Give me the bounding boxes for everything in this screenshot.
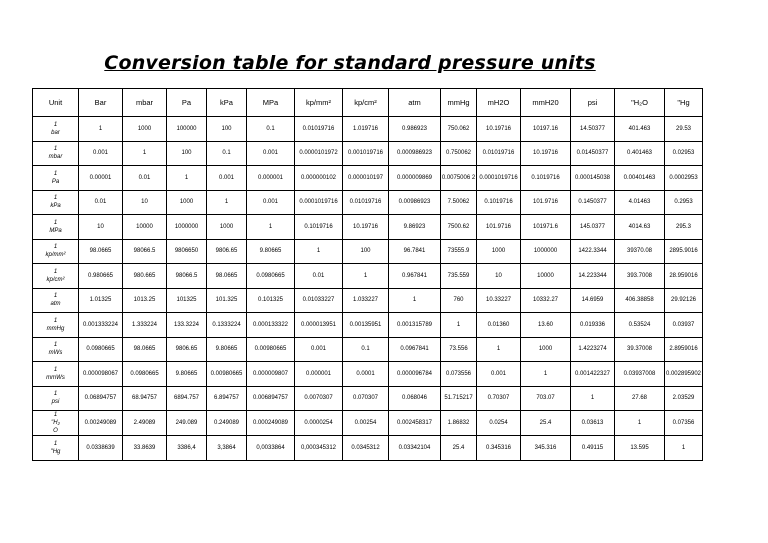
row-label-part: kp/mm² <box>45 252 66 259</box>
table-cell: 10 <box>477 264 521 289</box>
row-label <box>33 239 79 264</box>
row-label-part: 1 <box>53 440 58 447</box>
table-cell: 0.068046 <box>389 386 441 411</box>
table-cell: 1 <box>571 386 615 411</box>
header-cell: mmH20 <box>521 89 571 117</box>
table-cell: 33.8639 <box>123 436 167 461</box>
table-cell: 0.02953 <box>665 141 703 166</box>
table-cell: 7500.62 <box>441 215 477 240</box>
table-cell: 1 <box>343 264 389 289</box>
table-cell: 10.19716 <box>477 117 521 142</box>
table-cell: 25.4 <box>441 436 477 461</box>
table-cell: 0.001 <box>79 141 123 166</box>
table-cell: 1000 <box>123 117 167 142</box>
row-label <box>33 264 79 289</box>
table-cell: 98.0665 <box>207 264 247 289</box>
table-row <box>33 411 703 436</box>
table-cell: 0.000249089 <box>247 411 295 436</box>
table-cell: 14.223344 <box>571 264 615 289</box>
row-label-part: bar <box>51 129 60 136</box>
table-cell: 0.101325 <box>247 288 295 313</box>
table-cell: 0.401463 <box>615 141 665 166</box>
table-cell: 1 <box>389 288 441 313</box>
table-cell: 0.986923 <box>389 117 441 142</box>
header-cell: kp/cm² <box>343 89 389 117</box>
table-cell: 0.019336 <box>571 313 615 338</box>
table-cell: 0.0980665 <box>247 264 295 289</box>
table-cell: 13.595 <box>615 436 665 461</box>
table-cell: 0.00980665 <box>207 362 247 387</box>
row-label-part: 1 <box>53 317 58 324</box>
table-cell: 0.001333224 <box>79 313 123 338</box>
table-cell: 2.49089 <box>123 411 167 436</box>
table-cell: 1.01325 <box>79 288 123 313</box>
table-cell: 0.000001 <box>247 166 295 191</box>
table-cell: 401.463 <box>615 117 665 142</box>
row-label-part: Pa <box>51 178 60 185</box>
table-cell: 1 <box>207 190 247 215</box>
table-cell: 0.1333224 <box>207 313 247 338</box>
table-row <box>33 386 703 411</box>
row-label <box>33 411 79 436</box>
table-cell: 0.70307 <box>477 386 521 411</box>
table-cell: 0.1019716 <box>295 215 343 240</box>
table-cell: 10.33227 <box>477 288 521 313</box>
table-cell: 0.967841 <box>389 264 441 289</box>
row-label-part: kp/cm² <box>46 276 65 283</box>
table-cell: 100000 <box>167 117 207 142</box>
table-row <box>33 215 703 240</box>
table-body <box>33 117 703 461</box>
page-title: Conversion table for standard pressure units <box>104 52 596 74</box>
table-cell: 0.01 <box>79 190 123 215</box>
table-cell: 0.00001 <box>79 166 123 191</box>
table-cell: 0.0980665 <box>79 337 123 362</box>
table-cell: 0.01019716 <box>343 190 389 215</box>
table-cell: 0.00135951 <box>343 313 389 338</box>
table-cell: 9806650 <box>167 239 207 264</box>
table-cell: 1 <box>441 313 477 338</box>
table-cell: 1 <box>665 436 703 461</box>
table-cell: 133.3224 <box>167 313 207 338</box>
row-label-part: 1 <box>53 195 58 202</box>
row-label-part: 1 <box>53 342 58 349</box>
table-cell: 0.03613 <box>571 411 615 436</box>
table-cell: 1000000 <box>167 215 207 240</box>
row-label-part: 1 <box>53 293 58 300</box>
table-row <box>33 362 703 387</box>
table-cell: 100 <box>343 239 389 264</box>
row-label <box>33 190 79 215</box>
row-label-part: mbar <box>48 154 63 161</box>
table-cell: 100 <box>167 141 207 166</box>
table-cell: 0.1 <box>207 141 247 166</box>
row-label-part: atm <box>50 301 61 308</box>
header-cell: "Hg <box>665 89 703 117</box>
table-cell: 4014.63 <box>615 215 665 240</box>
table-cell: 98066.5 <box>167 264 207 289</box>
header-cell: MPa <box>247 89 295 117</box>
table-cell: 0.000009807 <box>247 362 295 387</box>
row-label-part: MPa <box>49 227 62 234</box>
table-row <box>33 166 703 191</box>
table-cell: 0.53524 <box>615 313 665 338</box>
table-cell: 2.8959016 <box>665 337 703 362</box>
table-cell: 0,0033864 <box>247 436 295 461</box>
table-cell: 6894.757 <box>167 386 207 411</box>
table-cell: 0.000986923 <box>389 141 441 166</box>
table-cell: 9806.65 <box>207 239 247 264</box>
table-row <box>33 141 703 166</box>
table-cell: 0.073556 <box>441 362 477 387</box>
table-cell: 0.07356 <box>665 411 703 436</box>
row-label-part: 1 <box>53 268 58 275</box>
table-cell: 1013.25 <box>123 288 167 313</box>
header-cell: Bar <box>79 89 123 117</box>
table-cell: 145.0377 <box>571 215 615 240</box>
table-cell: 9806.65 <box>167 337 207 362</box>
header-row <box>33 89 703 117</box>
table-cell: 7.50062 <box>441 190 477 215</box>
table-cell: 39370.08 <box>615 239 665 264</box>
table-cell: 406.38858 <box>615 288 665 313</box>
table-cell: 0.980665 <box>79 264 123 289</box>
table-cell: 0.0000101972 <box>295 141 343 166</box>
table-cell: 0,000345312 <box>295 436 343 461</box>
table-cell: 3386,4 <box>167 436 207 461</box>
table-cell: 14.6959 <box>571 288 615 313</box>
table-cell: 27.68 <box>615 386 665 411</box>
table-cell: 0.0075006 2 <box>441 166 477 191</box>
table-cell: 0.070307 <box>343 386 389 411</box>
row-label-part: 1 <box>53 244 58 251</box>
row-label-part: 1 <box>53 412 58 418</box>
table-cell: 735.559 <box>441 264 477 289</box>
table-cell: 0.0001019716 <box>477 166 521 191</box>
table-cell: 29.53 <box>665 117 703 142</box>
table-cell: 1000 <box>167 190 207 215</box>
table-cell: 0.0001 <box>343 362 389 387</box>
table-cell: 0.0345312 <box>343 436 389 461</box>
table-cell: 1.033227 <box>343 288 389 313</box>
table-cell: 0.0070307 <box>295 386 343 411</box>
row-label-part: 1 <box>53 121 58 128</box>
table-cell: 1 <box>615 411 665 436</box>
table-row <box>33 436 703 461</box>
table-cell: 0.49115 <box>571 436 615 461</box>
table-cell: 0.01019716 <box>295 117 343 142</box>
table-row <box>33 264 703 289</box>
table-cell: 1 <box>295 239 343 264</box>
table-cell: 0.1450377 <box>571 190 615 215</box>
header-cell: kp/mm² <box>295 89 343 117</box>
table-cell: 39.37008 <box>615 337 665 362</box>
table-cell: 0.001315789 <box>389 313 441 338</box>
header-cell: mbar <box>123 89 167 117</box>
table-cell: 10000 <box>521 264 571 289</box>
table-cell: 0.00254 <box>343 411 389 436</box>
table-cell: 0.03937 <box>665 313 703 338</box>
table-cell: 0.001422327 <box>571 362 615 387</box>
table-cell: 0.000096784 <box>389 362 441 387</box>
table-cell: 1 <box>477 337 521 362</box>
table-cell: 4.01463 <box>615 190 665 215</box>
row-label <box>33 288 79 313</box>
header-cell: psi <box>571 89 615 117</box>
table-cell: 0.001 <box>247 141 295 166</box>
table-cell: 1000 <box>207 215 247 240</box>
table-cell: 0.0002953 <box>665 166 703 191</box>
header-cell: atm <box>389 89 441 117</box>
row-label-part: 1 <box>53 366 58 373</box>
row-label <box>33 337 79 362</box>
table-cell: 0.000010197 <box>343 166 389 191</box>
table-row <box>33 117 703 142</box>
table-cell: 73.556 <box>441 337 477 362</box>
conversion-table <box>32 88 703 461</box>
table-cell: 10332.27 <box>521 288 571 313</box>
table-cell: 0.1 <box>247 117 295 142</box>
table-cell: 0.002895902 <box>665 362 703 387</box>
row-label-part: 1 <box>53 219 58 226</box>
header-cell: mH2O <box>477 89 521 117</box>
row-label-part: 1 <box>53 391 58 398</box>
table-cell: 0.1019716 <box>477 190 521 215</box>
header-cell-unit: Unit <box>33 89 79 117</box>
table-cell: 0.00986923 <box>389 190 441 215</box>
table-cell: 0.01 <box>295 264 343 289</box>
table-cell: 1.333224 <box>123 313 167 338</box>
table-cell: 0.002458317 <box>389 411 441 436</box>
table-cell: 1000 <box>477 239 521 264</box>
table-cell: 98.0665 <box>123 337 167 362</box>
table-cell: 0.000009869 <box>389 166 441 191</box>
table-cell: 9.80665 <box>207 337 247 362</box>
table-cell: 0.01360 <box>477 313 521 338</box>
row-label-part: 1 <box>53 146 58 153</box>
table-cell: 0.1019716 <box>521 166 571 191</box>
table-cell: 0.000000102 <box>295 166 343 191</box>
table-cell: 0.000001 <box>295 362 343 387</box>
row-label-part: 1 <box>53 170 58 177</box>
row-label-part: kPa <box>50 203 61 210</box>
table-cell: 0.0967841 <box>389 337 441 362</box>
row-label <box>33 166 79 191</box>
table-cell: 3,3864 <box>207 436 247 461</box>
table-cell: 980.665 <box>123 264 167 289</box>
table-cell: 1422.3344 <box>571 239 615 264</box>
table-cell: 1000 <box>521 337 571 362</box>
table-cell: 101971.6 <box>521 215 571 240</box>
table-cell: 100 <box>207 117 247 142</box>
table-cell: 9.80665 <box>167 362 207 387</box>
table-cell: 1 <box>79 117 123 142</box>
row-label-part: O <box>53 428 58 434</box>
table-cell: 0.249089 <box>207 411 247 436</box>
row-label <box>33 141 79 166</box>
table-row <box>33 239 703 264</box>
row-label-part: psi <box>51 399 60 406</box>
table-cell: 393.7008 <box>615 264 665 289</box>
table-cell: 2895.9016 <box>665 239 703 264</box>
table-cell: 1000000 <box>521 239 571 264</box>
table-cell: 68.94757 <box>123 386 167 411</box>
table-cell: 98066.5 <box>123 239 167 264</box>
row-label <box>33 215 79 240</box>
table-cell: 0.001 <box>247 190 295 215</box>
table-cell: 96.7841 <box>389 239 441 264</box>
row-label <box>33 386 79 411</box>
table-cell: 0.03342104 <box>389 436 441 461</box>
header-cell: kPa <box>207 89 247 117</box>
table-cell: 0.000133322 <box>247 313 295 338</box>
table-cell: 1.4223274 <box>571 337 615 362</box>
row-label-part: "Hg <box>50 448 61 455</box>
table-cell: 0.0338639 <box>79 436 123 461</box>
table-cell: 51.715217 <box>441 386 477 411</box>
table-cell: 29.92126 <box>665 288 703 313</box>
table-cell: 0.01 <box>123 166 167 191</box>
row-label <box>33 117 79 142</box>
table-cell: 0.2953 <box>665 190 703 215</box>
row-label-part: "H₂ <box>51 420 60 426</box>
table-cell: 0.000145038 <box>571 166 615 191</box>
table-cell: 0.000013951 <box>295 313 343 338</box>
table-cell: 10 <box>123 190 167 215</box>
table-cell: 0.001019716 <box>343 141 389 166</box>
table-cell: 73555.9 <box>441 239 477 264</box>
table-cell: 0.001 <box>295 337 343 362</box>
table-cell: 6.894757 <box>207 386 247 411</box>
table-cell: 10.19716 <box>343 215 389 240</box>
table-cell: 1 <box>123 141 167 166</box>
row-label-part: mmWs <box>46 374 65 381</box>
table-cell: 760 <box>441 288 477 313</box>
table-cell: 0.1 <box>343 337 389 362</box>
table-cell: 1 <box>167 166 207 191</box>
table-cell: 25.4 <box>521 411 571 436</box>
table-cell: 0.00401463 <box>615 166 665 191</box>
table-cell: 1 <box>247 215 295 240</box>
table-cell: 345.316 <box>521 436 571 461</box>
table-cell: 10000 <box>123 215 167 240</box>
table-row <box>33 288 703 313</box>
table-cell: 0.750062 <box>441 141 477 166</box>
table-cell: 1.019716 <box>343 117 389 142</box>
table-cell: 0.001 <box>477 362 521 387</box>
table-cell: 101325 <box>167 288 207 313</box>
table-cell: 295.3 <box>665 215 703 240</box>
table-cell: 0.01450377 <box>571 141 615 166</box>
table-cell: 101.325 <box>207 288 247 313</box>
table-cell: 10.19716 <box>521 141 571 166</box>
table-cell: 0.345316 <box>477 436 521 461</box>
table-cell: 10 <box>79 215 123 240</box>
table-cell: 0.006894757 <box>247 386 295 411</box>
table-cell: 750.062 <box>441 117 477 142</box>
table-cell: 0.0980665 <box>123 362 167 387</box>
table-cell: 2.03529 <box>665 386 703 411</box>
table-cell: 703.07 <box>521 386 571 411</box>
table-cell: 101.9716 <box>477 215 521 240</box>
table-row <box>33 190 703 215</box>
table-cell: 13.60 <box>521 313 571 338</box>
table-cell: 28.959016 <box>665 264 703 289</box>
table-cell: 98.0665 <box>79 239 123 264</box>
table-cell: 0.000098067 <box>79 362 123 387</box>
table-cell: 1.86832 <box>441 411 477 436</box>
row-label-part: mWs <box>48 350 63 357</box>
table-cell: 9.86923 <box>389 215 441 240</box>
table-cell: 0.01019716 <box>477 141 521 166</box>
table-cell: 0.03937008 <box>615 362 665 387</box>
table-row <box>33 337 703 362</box>
row-label-part: mmHg <box>46 325 65 332</box>
table-cell: 9.80665 <box>247 239 295 264</box>
row-label <box>33 362 79 387</box>
row-label <box>33 313 79 338</box>
table-cell: 0.01033227 <box>295 288 343 313</box>
table-cell: 0.0000254 <box>295 411 343 436</box>
table-cell: 0.001 <box>207 166 247 191</box>
header-cell: Pa <box>167 89 207 117</box>
table-cell: 14.50377 <box>571 117 615 142</box>
table-cell: 0.00249089 <box>79 411 123 436</box>
table-cell: 0.00980665 <box>247 337 295 362</box>
header-cell: mmHg <box>441 89 477 117</box>
header-cell: "H₂O <box>615 89 665 117</box>
table-cell: 10197.16 <box>521 117 571 142</box>
table-row <box>33 313 703 338</box>
table-cell: 101.9716 <box>521 190 571 215</box>
table-cell: 0.0001019716 <box>295 190 343 215</box>
row-label <box>33 436 79 461</box>
table-cell: 0.0254 <box>477 411 521 436</box>
table-cell: 249.089 <box>167 411 207 436</box>
table-cell: 1 <box>521 362 571 387</box>
table-cell: 0.06894757 <box>79 386 123 411</box>
